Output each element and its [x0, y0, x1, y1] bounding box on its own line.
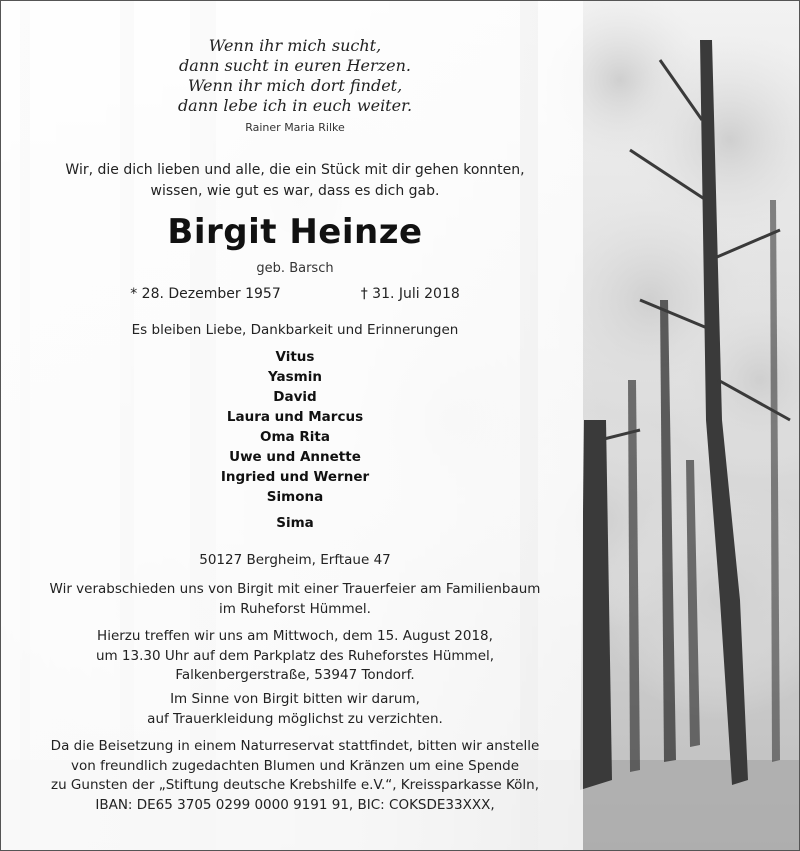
remain-text: Es bleiben Liebe, Dankbarkeit und Erinnerungen — [131, 322, 459, 338]
meeting-paragraph — [0, 627, 590, 686]
poem-line: dann sucht in euren Herzen. — [179, 56, 411, 75]
ceremony-paragraph — [0, 580, 590, 619]
poem — [0, 36, 590, 116]
paragraph-line: auf Trauerkleidung möglichst zu verzichten. — [147, 710, 443, 727]
paragraph-line: IBAN: DE65 3705 0299 0000 9191 91, BIC: COKSDE33XXX, — [95, 796, 495, 813]
death-date: † 31. Juli 2018 — [360, 286, 460, 302]
paragraph-line: Wir verabschieden uns von Birgit mit einer Trauerfeier am Familienbaum — [49, 581, 541, 597]
birth-date: * 28. Dezember 1957 — [130, 286, 281, 302]
mourner-name: Oma Rita — [260, 429, 330, 445]
paragraph-line: Hierzu treffen wir uns am Mittwoch, dem 15. August 2018, — [97, 628, 493, 644]
paragraph-line: im Ruheforst Hümmel. — [219, 600, 371, 617]
paragraph-line: um 13.30 Uhr auf dem Parkplatz des Ruheforstes Hümmel, — [95, 647, 495, 664]
mourner-name: Ingried und Werner — [220, 469, 370, 485]
donation-paragraph — [0, 737, 590, 815]
intro-line: Wir, die dich lieben und alle, die ein Stück mit dir gehen konnten, — [65, 162, 525, 178]
life-dates — [0, 286, 590, 302]
paragraph-line: Falkenbergerstraße, 53947 Tondorf. — [175, 667, 415, 683]
mourner-name: Simona — [266, 489, 324, 505]
paragraph-line: zu Gunsten der „Stiftung deutsche Krebshilfe e.V.“, Kreissparkasse Köln, — [51, 777, 539, 793]
paragraph-line: Da die Beisetzung in einem Naturreservat stattfindet, bitten wir anstelle — [50, 738, 540, 754]
intro-text — [0, 160, 590, 202]
poem-line: Wenn ihr mich sucht, — [208, 36, 382, 55]
poem-line: Wenn ihr mich dort findet, — [187, 76, 403, 95]
mourner-name: Sima — [276, 515, 314, 531]
paragraph-line: von freundlich zugedachten Blumen und Kränzen um eine Spende — [70, 757, 520, 774]
intro-line: wissen, wie gut es war, dass es dich gab. — [150, 183, 440, 199]
deceased-name: Birgit Heinze — [167, 212, 423, 252]
poem-line: dann lebe ich in euch weiter. — [177, 96, 413, 115]
paragraph-line: Im Sinne von Birgit bitten wir darum, — [170, 691, 420, 707]
mourner-name: David — [273, 389, 317, 405]
mourner-name: Vitus — [275, 349, 315, 365]
dress-paragraph — [0, 690, 590, 729]
mourner-name: Uwe und Annette — [229, 449, 361, 465]
mourner-name: Yasmin — [268, 369, 322, 385]
mourner-name: Laura und Marcus — [226, 409, 364, 425]
family-address: 50127 Bergheim, Erftaue 47 — [199, 552, 391, 568]
mourner-list — [0, 347, 590, 533]
maiden-name: geb. Barsch — [256, 261, 334, 276]
poem-author: Rainer Maria Rilke — [245, 121, 345, 134]
